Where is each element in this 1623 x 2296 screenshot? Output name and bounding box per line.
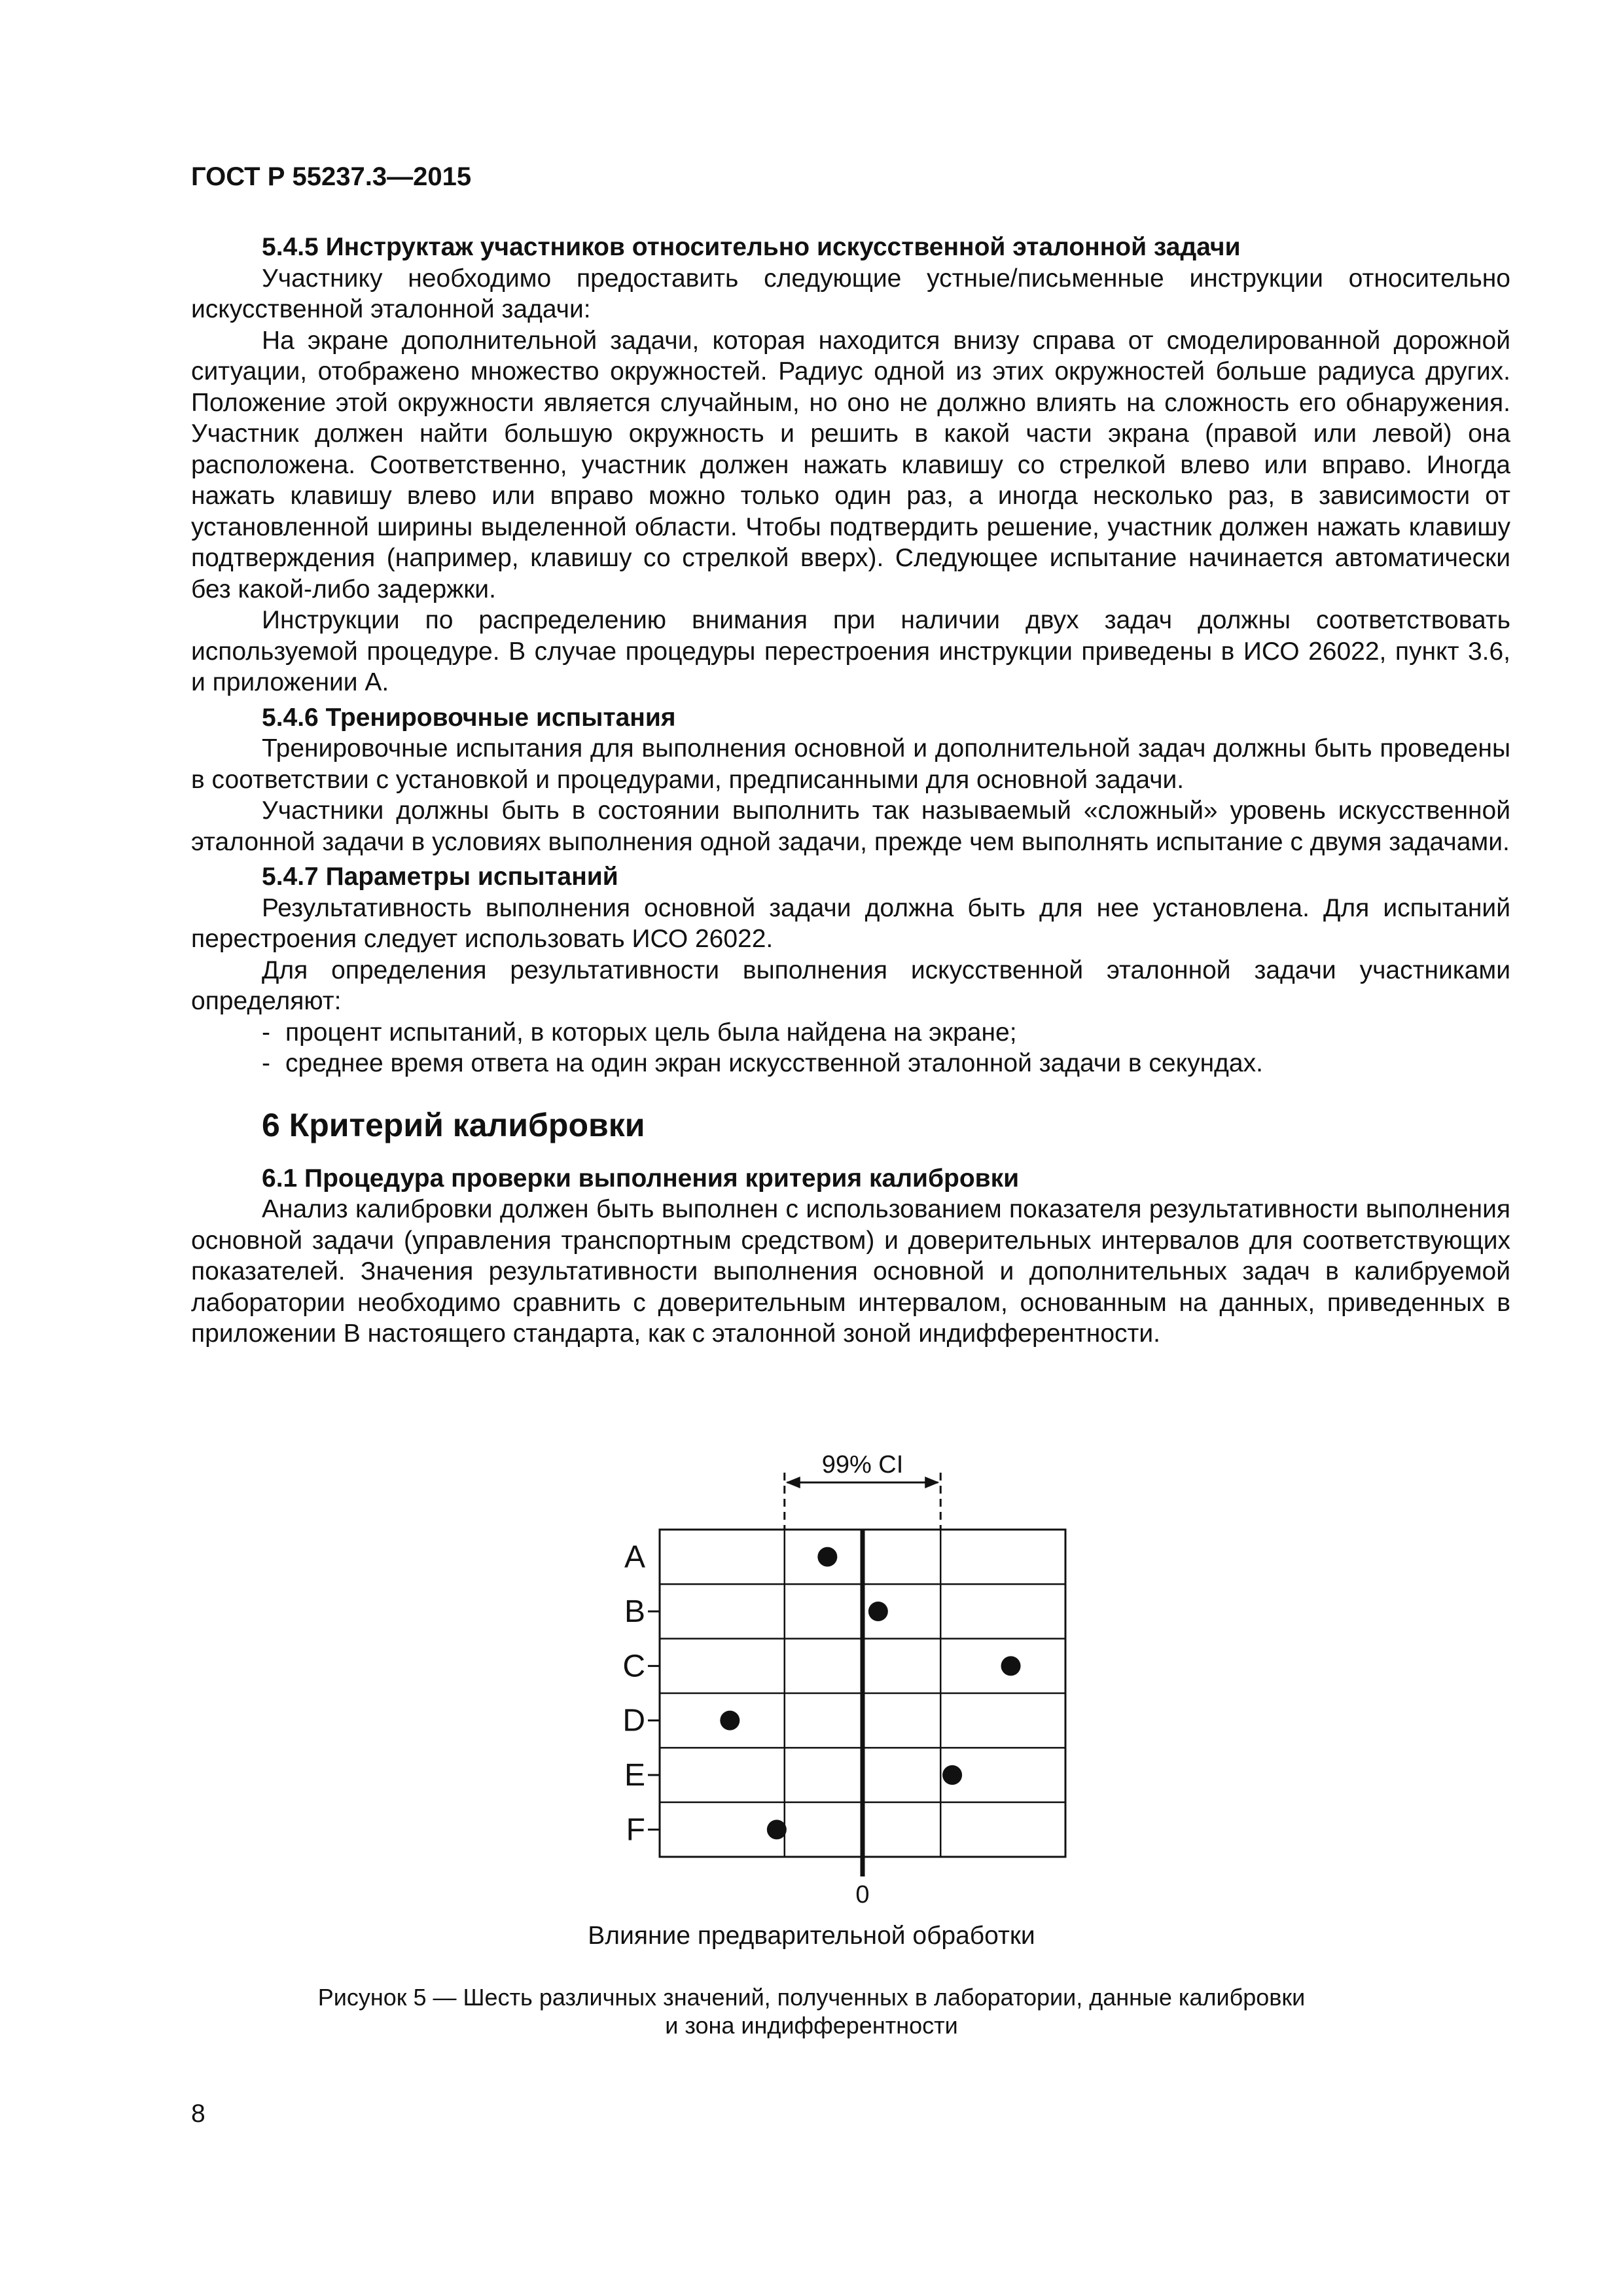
paragraph: Тренировочные испытания для выполнения основной и дополнительной задач должны быть проведены в соответствии с установкой и процедурами, предписанными для основной задачи.	[191, 734, 1510, 794]
ci-arrow-head-left	[786, 1477, 800, 1488]
section-6-title: 6 Критерий калибровки	[262, 1106, 645, 1143]
figure-caption	[0, 1983, 1623, 2039]
paragraph: Участнику необходимо предоставить следующие устные/письменные инструкции относительно искусственной эталонной задачи:	[191, 264, 1510, 323]
page-number: 8	[191, 2100, 205, 2128]
data-point-a	[817, 1547, 837, 1567]
list-item-text: среднее время ответа на один экран искусственной эталонной задачи в секундах.	[285, 1049, 1263, 1077]
section-5-4-6-title: 5.4.6 Тренировочные испытания	[262, 703, 676, 732]
category-label-d: D	[622, 1703, 645, 1738]
paragraph: Результативность выполнения основной задачи должна быть для нее установлена. Для испытаний перестроения следует использовать ИСО 26022.	[191, 893, 1510, 953]
data-point-c	[1001, 1656, 1021, 1676]
paragraph: Для определения результативности выполнения искусственной эталонной задачи участниками определяют:	[191, 956, 1510, 1015]
category-label-b: B	[624, 1594, 645, 1629]
data-point-f	[767, 1820, 787, 1839]
figure-caption-line-2: и зона индифферентности	[665, 2012, 958, 2039]
paragraph: На экране дополнительной задачи, которая находится внизу справа от смоделированной дорожной ситуации, отображено множество окружностей. Радиус одной из этих окружностей больше радиуса других. Положение этой окружности является случайным, но оно не должно влиять на сложность его обнаружения. Участник должен найти большую окружность и решить в какой части экрана (правой или левой) она расположена. Соответственно, участник должен нажать клавишу со стрелкой влево или вправо. Иногда нажать клавишу влево или вправо можно только один раз, а иногда несколько раз, в зависимости от установленной ширины выделенной области. Чтобы подтвердить решение, участник должен нажать клавишу подтверждения (например, клавишу со стрелкой вверх). Следующее испытание начинается автоматически без какой-либо задержки.	[191, 326, 1510, 603]
category-label-f: F	[626, 1812, 645, 1848]
list-item: - процент испытаний, в которых цель была найдена на экране;	[262, 1018, 1017, 1047]
document-body	[191, 232, 1510, 1350]
calibration-figure	[0, 1446, 1623, 1905]
figure-caption-line-1: Рисунок 5 — Шесть различных значений, полученных в лаборатории, данные калибровки	[317, 1984, 1306, 2011]
list-item: - среднее время ответа на один экран искусственной эталонной задачи в секундах.	[262, 1049, 1263, 1077]
section-6-1-title: 6.1 Процедура проверки выполнения критерия калибровки	[262, 1164, 1020, 1193]
data-point-d	[720, 1711, 740, 1731]
chart-x-axis-label: Влияние предварительной обработки	[588, 1922, 1035, 1950]
document-header: ГОСТ Р 55237.3—2015	[191, 162, 472, 191]
section-5-4-5-title: 5.4.5 Инструктаж участников относительно искусственной эталонной задачи	[262, 233, 1241, 261]
x-tick-label: 0	[855, 1881, 870, 1905]
category-label-e: E	[624, 1758, 645, 1793]
paragraph: Участники должны быть в состоянии выполнить так называемый «сложный» уровень искусственной эталонной задачи в условиях выполнения одной задачи, прежде чем выполнять испытание с двумя задачами.	[191, 797, 1510, 856]
category-label-c: C	[622, 1649, 645, 1684]
paragraph: Анализ калибровки должен быть выполнен с использованием показателя результативности выполнения основной задачи (управления транспортным средством) и доверительных интервалов для соответствующих показателей. Значения результативности выполнения основной и дополнительных задач в калибруемой лаборатории необходимо сравнить с доверительным интервалом, основанным на данных, приведенных в приложении В настоящего стандарта, как с эталонной зоной индифферентности.	[191, 1195, 1510, 1348]
section-5-4-7-title: 5.4.7 Параметры испытаний	[262, 863, 618, 891]
calibration-chart	[0, 1446, 1623, 1905]
ci-label: 99% CI	[821, 1451, 904, 1479]
data-point-e	[942, 1765, 962, 1785]
ci-arrow-head-right	[925, 1477, 939, 1488]
parameter-list	[191, 1017, 1510, 1079]
category-label-a: A	[624, 1539, 645, 1575]
paragraph: Инструкции по распределению внимания при наличии двух задач должны соответствовать используемой процедуре. В случае процедуры перестроения инструкции приведены в ИСО 26022, пункт 3.6, и приложении А.	[191, 606, 1510, 696]
data-point-b	[868, 1602, 888, 1621]
list-item-text: процент испытаний, в которых цель была найдена на экране;	[285, 1018, 1017, 1047]
